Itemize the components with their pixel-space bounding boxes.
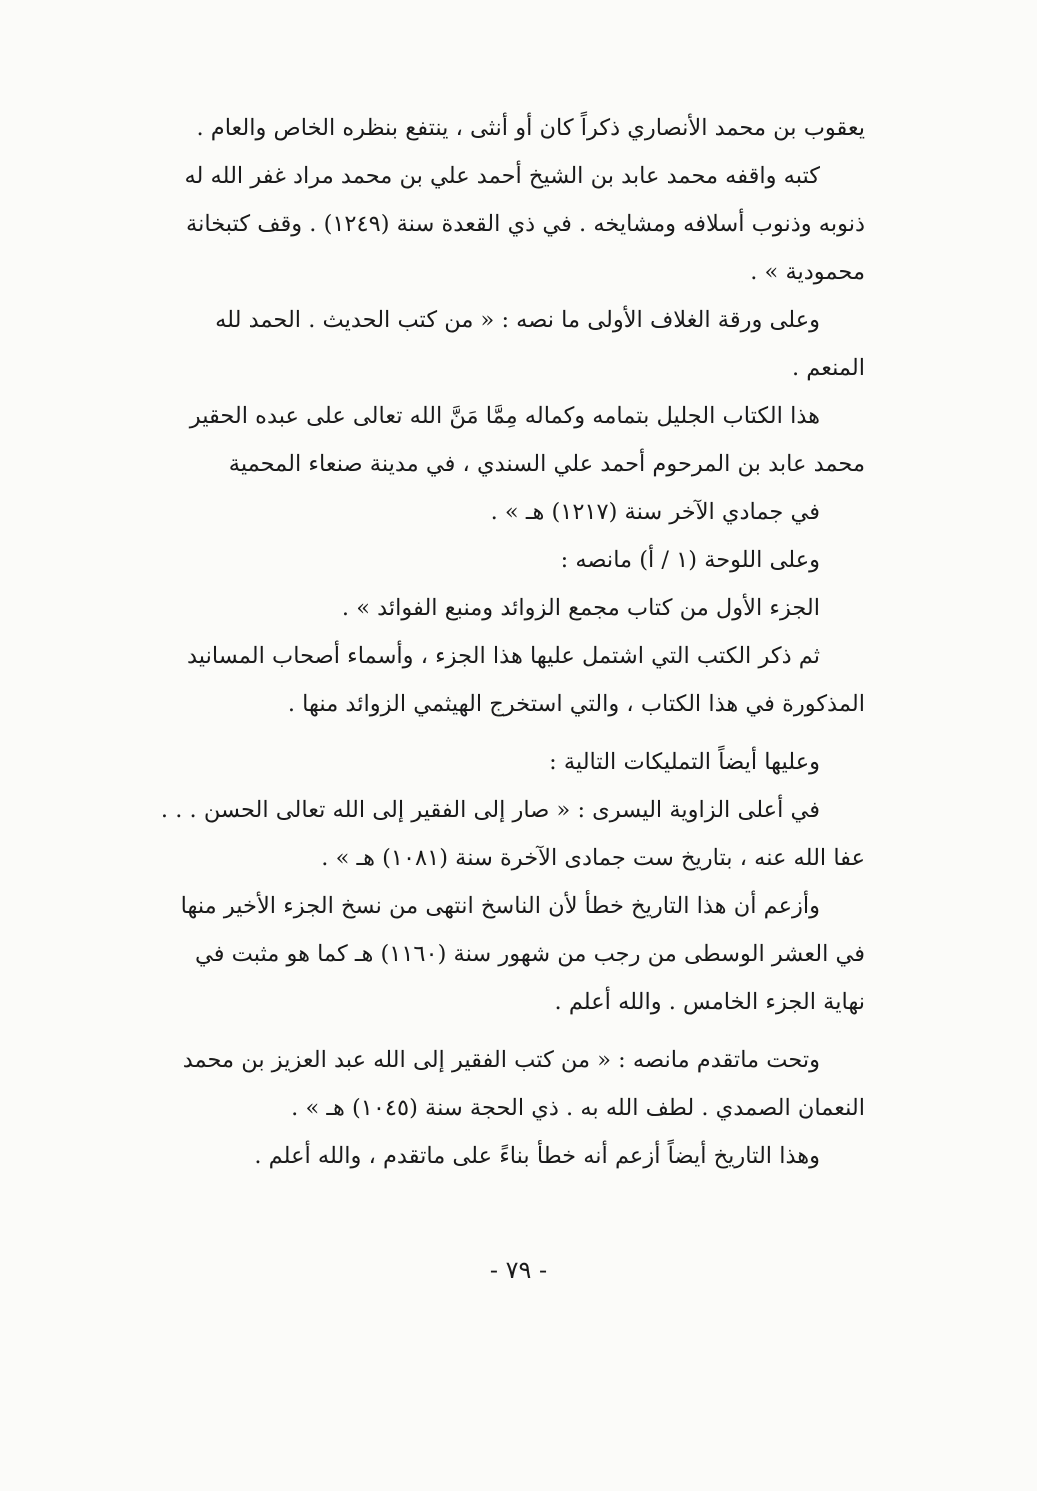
text-line: الجزء الأول من كتاب مجمع الزوائد ومنبع الفوائد » . <box>341 594 820 621</box>
text-line: في جمادي الآخر سنة (١٢١٧) هـ » . <box>490 498 820 525</box>
text-line: ذنوبه وذنوب أسلافه ومشايخه . في ذي القعدة سنة (١٢٤٩) . وقف كتبخانة <box>186 210 865 237</box>
text-line: النعمان الصمدي . لطف الله به . ذي الحجة سنة (١٠٤٥) هـ » . <box>291 1094 865 1121</box>
text-line: وتحت ماتقدم مانصه : « من كتب الفقير إلى الله عبد العزيز بن محمد <box>182 1046 820 1073</box>
text-line: هذا الكتاب الجليل بتمامه وكماله مِمَّا مَنَّ الله تعالى على عبده الحقير <box>189 402 820 429</box>
text-line: وعليها أيضاً التمليكات التالية : <box>549 748 820 775</box>
text-line: وعلى اللوحة (١ / أ) مانصه : <box>560 546 820 573</box>
body-text <box>160 104 865 1180</box>
text-line: يعقوب بن محمد الأنصاري ذكراً كان أو أنثى ، ينتفع بنظره الخاص والعام . <box>196 114 865 141</box>
text-line: في أعلى الزاوية اليسرى : « صار إلى الفقير إلى الله تعالى الحسن . . . <box>160 796 820 823</box>
text-line: نهاية الجزء الخامس . والله أعلم . <box>554 988 865 1015</box>
text-line: كتبه واقفه محمد عابد بن الشيخ أحمد علي بن محمد مراد غفر الله له <box>184 162 820 189</box>
text-line: وعلى ورقة الغلاف الأولى ما نصه : « من كتب الحديث . الحمد لله <box>215 306 820 333</box>
text-line: المنعم . <box>791 354 865 381</box>
text-line: في العشر الوسطى من رجب من شهور سنة (١١٦٠) هـ كما هو مثبت في <box>194 940 865 967</box>
text-line: وهذا التاريخ أيضاً أزعم أنه خطأ بناءً على ماتقدم ، والله أعلم . <box>254 1142 820 1169</box>
text-line: المذكورة في هذا الكتاب ، والتي استخرج الهيثمي الزوائد منها . <box>287 690 865 717</box>
text-line: عفا الله عنه ، بتاريخ ست جمادى الآخرة سنة (١٠٨١) هـ » . <box>321 844 865 871</box>
page-number: - ٧٩ - <box>489 1256 548 1284</box>
text-line: محمودية » . <box>750 258 865 285</box>
text-line: وأزعم أن هذا التاريخ خطأ لأن الناسخ انتهى من نسخ الجزء الأخير منها <box>180 892 820 919</box>
text-line: ثم ذكر الكتب التي اشتمل عليها هذا الجزء ، وأسماء أصحاب المسانيد <box>187 642 820 669</box>
text-line: محمد عابد بن المرحوم أحمد علي السندي ، في مدينة صنعاء المحمية <box>228 450 865 477</box>
